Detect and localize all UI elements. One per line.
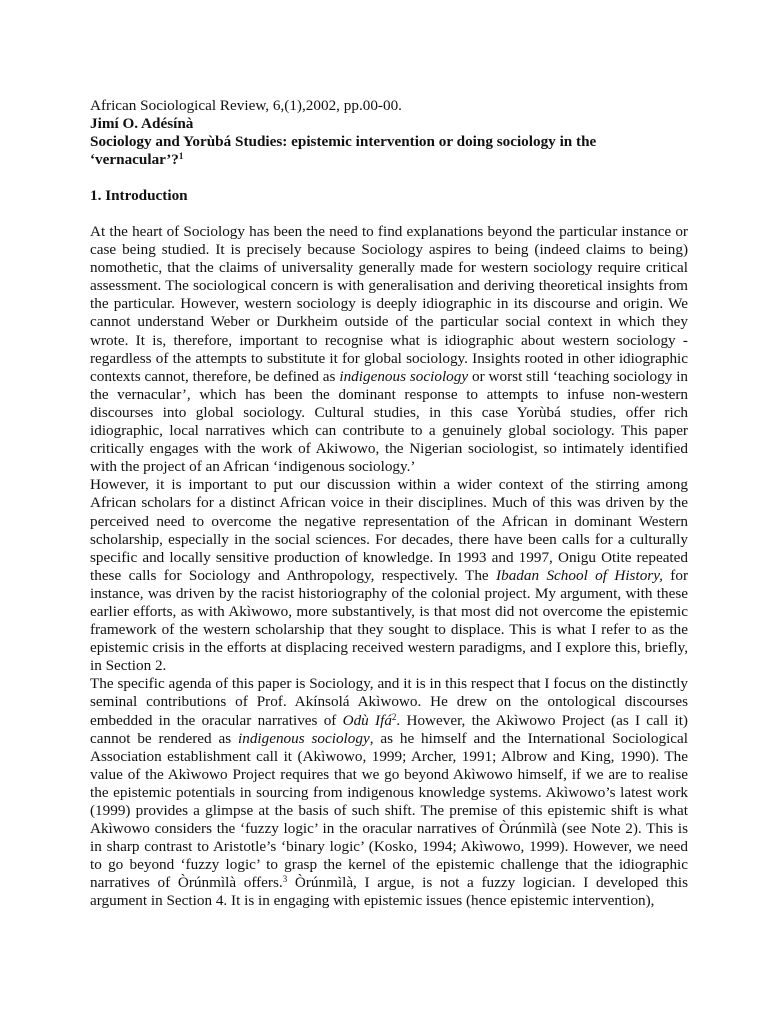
paragraph-3-text-d: Òrúnmìlà, I argue, is not a fuzzy logician. I developed this argument in Section 4. It is in engaging with epistemic issues (hence epistemic intervention), xyxy=(90,874,688,910)
article-title xyxy=(90,133,688,169)
footnote-ref-3[interactable]: 3 xyxy=(282,874,288,885)
paragraph-3 xyxy=(90,675,688,910)
section-heading: 1. Introduction xyxy=(90,187,188,204)
paragraph-1 xyxy=(90,223,688,476)
paragraph-3-text-c: , as he himself and the International Sociological Association establishment call it (Akìwowo, 1999; Archer, 1991; Albrow and King, 1990). The value of the Akìwowo Project requires that we go beyond Akìwowo himself, if we are to realise the epistemic potentials in sourcing from indigenous knowledge systems. Akìwowo’s latest work (1999) provides a glimpse at the basis of such shift. The premise of this epistemic shift is what Akìwowo considers the ‘fuzzy logic’ in the oracular narratives of Òrúnmìlà (see Note 2). This is in sharp contrast to Aristotle’s ‘binary logic’ (Kosko, 1994; Akìwowo, 1999). However, we need to go beyond ‘fuzzy logic’ to grasp the kernel of the epistemic challenge that the idiographic narratives of Òrúnmìlà offers. xyxy=(90,729,689,892)
paragraph-2-italic: Ibadan School of History, xyxy=(496,566,663,584)
paragraph-2-text-b: for instance, was driven by the racist historiography of the colonial project. My argument, with these earlier efforts, as with Akìwowo, more substantively, is that most did not overcome the epistemic framework of the western scholarship that they sought to displace. This is what I refer to as the epistemic crisis in the efforts at displacing received western paradigms, and I explore this, briefly, in Section 2. xyxy=(90,566,688,675)
paragraph-1-italic: indigenous sociology xyxy=(339,367,469,385)
footnote-ref-1[interactable]: 1 xyxy=(178,151,184,161)
title-line-1: Sociology and Yorùbá Studies: epistemic intervention or doing sociology in the xyxy=(90,133,597,150)
paragraph-2 xyxy=(90,476,688,675)
spacer xyxy=(90,169,688,187)
author-name: Jimí O. Adésínà xyxy=(90,115,194,132)
paragraph-1-text-a: At the heart of Sociology has been the need to find explanations beyond the particular instance or case being studied. It is precisely because Sociology aspires to being (indeed claims to being) nomothetic, that the claims of universality generally made for western sociology require critical assessment. The sociological concern is with generalisation and deriving theoretical insights from the particular. However, western sociology is deeply idiographic in its discourse and origin. We cannot understand Weber or Durkheim outside of the particular social context in which they wrote. It is, therefore, important to recognise what is idiographic about western sociology - regardless of the attempts to substitute it for global sociology. Insights rooted in other idiographic contexts cannot, therefore, be defined as xyxy=(90,223,688,385)
paragraph-1-text-b: or worst still ‘teaching sociology in the vernacular’, which has been the dominant response to attempts to infuse non-western discourses into global sociology. Cultural studies, in this case Yorùbá studies, offer rich idiographic, local narratives which can contribute to a genuinely global sociology. This paper critically engages with the work of Akiwowo, the Nigerian sociologist, so intimately identified with the project of an African ‘indigenous sociology.’ xyxy=(90,367,689,476)
footnote-ref-2[interactable]: 2 xyxy=(391,711,397,722)
article-body xyxy=(90,97,688,911)
paragraph-2-text-a: However, it is important to put our discussion within a wider context of the stirring among African scholars for a distinct African voice in their disciplines. Much of this was driven by the perceived need to overcome the negative representation of the African in dominant Western scholarship, especially in the social sciences. For decades, there have been calls for a culturally specific and locally sensitive production of knowledge. In 1993 and 1997, Onigu Otite repeated these calls for Sociology and Anthropology, respectively. The xyxy=(90,476,688,584)
paragraph-3-italic-a: Odù Ifá xyxy=(342,711,392,729)
spacer xyxy=(90,205,688,223)
paragraph-3-text-b: . However, the Akìwowo Project (as I call it) cannot be rendered as xyxy=(90,711,688,747)
paragraph-3-text-a: The specific agenda of this paper is Sociology, and it is in this respect that I focus on the distinctly seminal contributions of Prof. Akínsolá Akìwowo. He drew on the ontological discourses embedded in the oracular narratives of xyxy=(90,675,688,729)
paragraph-3-italic-b: indigenous sociology xyxy=(238,729,370,747)
title-line-2: ‘vernacular’? xyxy=(90,151,179,168)
journal-citation: African Sociological Review, 6,(1),2002, pp.00-00. xyxy=(90,97,402,114)
